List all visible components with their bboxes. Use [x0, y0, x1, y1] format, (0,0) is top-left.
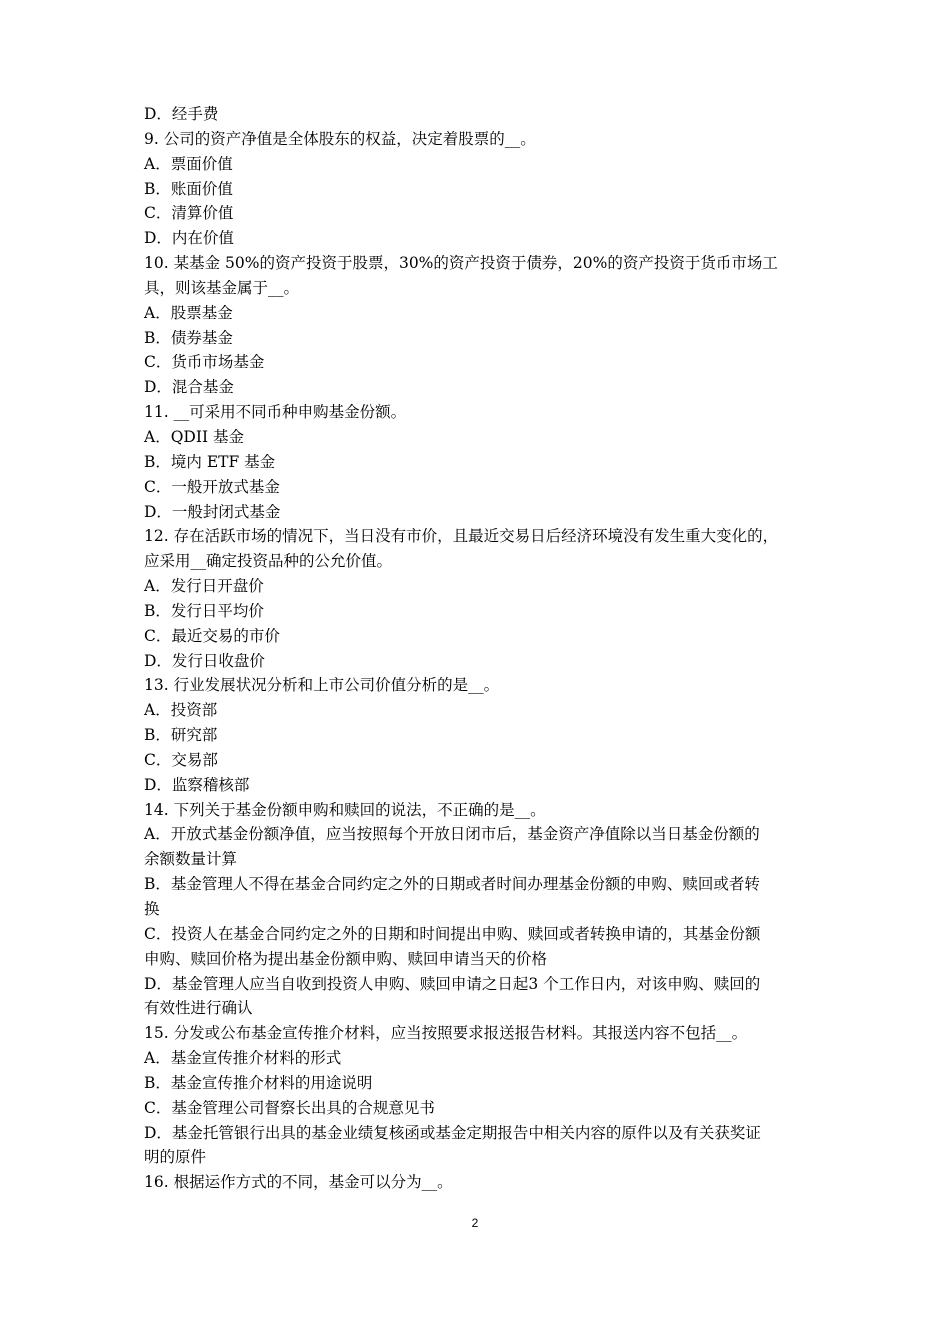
text-line: A．票面价值: [144, 154, 233, 173]
text-line: B．债券基金: [144, 328, 233, 347]
text-line: B．账面价值: [144, 179, 233, 198]
text-line: 15. 分发或公布基金宣传推介材料，应当按照要求报送报告材料。其报送内容不包括__。: [144, 1024, 748, 1043]
text-line: 申购、赎回价格为提出基金份额申购、赎回申请当天的价格: [144, 949, 548, 968]
text-line: B．境内 ETF 基金: [144, 452, 276, 471]
text-line: D．一般封闭式基金: [144, 502, 281, 521]
text-line: A．投资部: [144, 701, 218, 720]
text-line: C．清算价值: [144, 204, 234, 223]
text-line: D．监察稽核部: [144, 775, 250, 794]
text-line: D．经手费: [144, 105, 219, 123]
text-line: 应采用__确定投资品种的公允价值。: [144, 552, 393, 571]
text-line: 12. 存在活跃市场的情况下，当日没有市价，且最近交易日后经济环境没有发生重大变化的，: [144, 527, 779, 546]
text-line: 16. 根据运作方式的不同，基金可以分为__。: [144, 1173, 453, 1192]
text-line: 14. 下列关于基金份额申购和赎回的说法，不正确的是__。: [144, 800, 546, 819]
text-line: C．基金管理公司督察长出具的合规意见书: [144, 1098, 435, 1117]
text-line: C．最近交易的市价: [144, 626, 280, 645]
text-line: 换: [144, 900, 160, 918]
text-line: A．基金宣传推介材料的形式: [144, 1049, 342, 1068]
text-line: 11. __可采用不同币种申购基金份额。: [144, 403, 407, 422]
text-line: B．研究部: [144, 726, 218, 745]
text-line: C．一般开放式基金: [144, 477, 280, 496]
text-line: C．交易部: [144, 750, 218, 769]
text-line: A．开放式基金份额净值，应当按照每个开放日闭市后，基金资产净值除以当日基金份额的: [144, 825, 760, 844]
text-line: B．发行日平均价: [144, 601, 264, 620]
text-line: B．基金宣传推介材料的用途说明: [144, 1073, 373, 1092]
text-line: 9. 公司的资产净值是全体股东的权益，决定着股票的__。: [144, 129, 536, 148]
document-body: [144, 102, 814, 1195]
text-line: 13. 行业发展状况分析和上市公司价值分析的是__。: [144, 676, 500, 695]
text-line: D．基金管理人应当自收到投资人申购、赎回申请之日起3 个工作日内，对该申购、赎回的: [144, 974, 761, 993]
text-line: D．混合基金: [144, 378, 234, 397]
text-line: 具，则该基金属于__。: [144, 278, 300, 297]
text-line: B．基金管理人不得在基金合同约定之外的日期或者时间办理基金份额的申购、赎回或者转: [144, 875, 760, 894]
text-line: A．股票基金: [144, 303, 233, 322]
text-line: 10. 某基金 50%的资产投资于股票，30%的资产投资于债券，20%的资产投资于货币市场工: [144, 254, 778, 273]
text-line: A．QDII 基金: [144, 427, 245, 446]
page-number: 2: [471, 1216, 479, 1230]
text-line: 余额数量计算: [144, 850, 238, 869]
text-line: C．投资人在基金合同约定之外的日期和时间提出申购、赎回或者转换申请的，其基金份额: [144, 924, 761, 943]
text-line: D．内在价值: [144, 229, 234, 248]
text-line: 有效性进行确认: [144, 999, 253, 1018]
text-line: D．发行日收盘价: [144, 651, 265, 670]
text-line: 明的原件: [144, 1148, 207, 1167]
text-line: A．发行日开盘价: [144, 577, 264, 596]
text-line: C．货币市场基金: [144, 353, 265, 372]
text-line: D．基金托管银行出具的基金业绩复核函或基金定期报告中相关内容的原件以及有关获奖证: [144, 1123, 761, 1142]
